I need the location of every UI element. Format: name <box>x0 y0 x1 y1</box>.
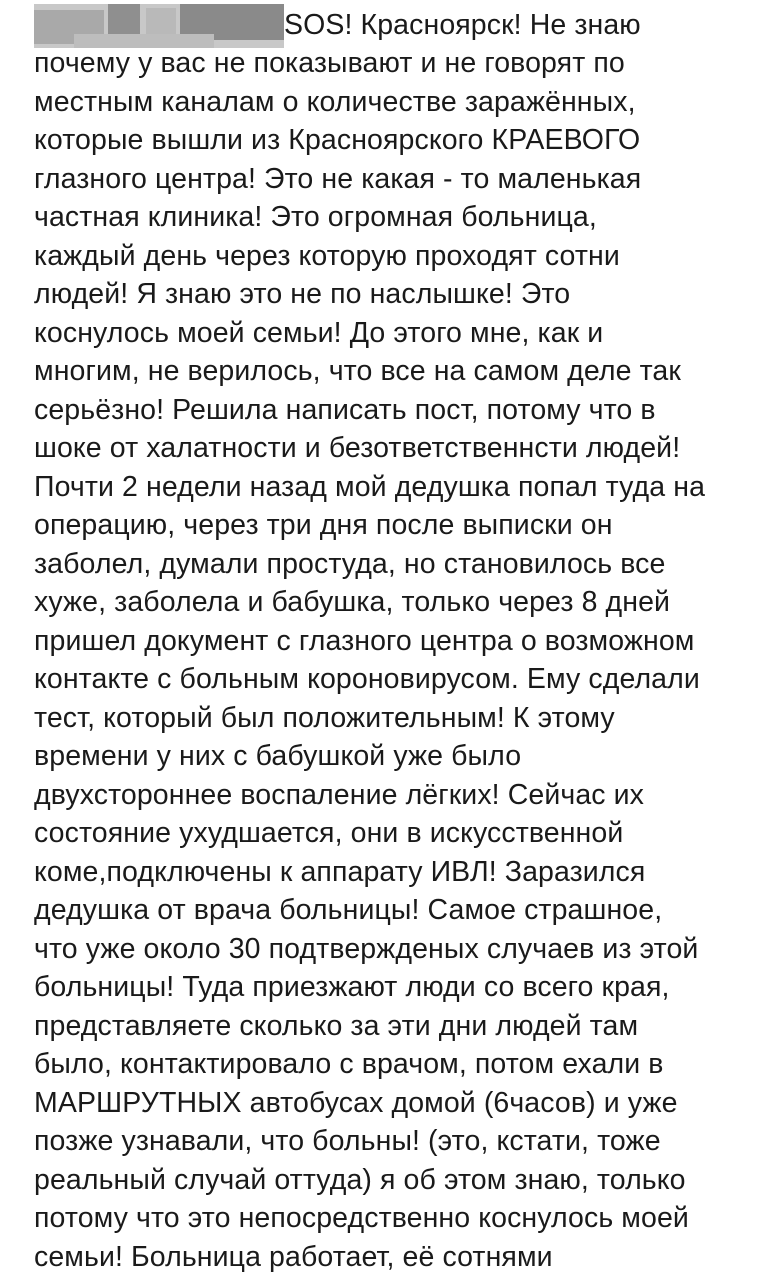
post-text-line: серьёзно! Решила написать пост, потому что в <box>34 394 656 426</box>
post-text-line: шоке от халатности и безответственнсти людей! <box>34 432 681 464</box>
post-text-line: двухстороннее воспаление лёгких! Сейчас их <box>34 779 645 811</box>
post-text-line: представляете сколько за эти дни людей там <box>34 1010 639 1042</box>
post-text-line: местным каналам о количестве заражённых, <box>34 86 636 118</box>
post-text-line: каждый день через которую проходят сотни <box>34 240 620 272</box>
post-text-line: тест, который был положительным! К этому <box>34 702 615 734</box>
post-text-line: почему у вас не показывают и не говорят по <box>34 47 625 79</box>
post-text-line: SOS! Красноярск! Не знаю <box>284 9 641 41</box>
post-text-line: коме,подключены к аппарату ИВЛ! Заразился <box>34 856 646 888</box>
post-text-line: контакте с больным короновирусом. Ему сделали <box>34 663 700 695</box>
post-text-line: операцию, через три дня после выписки он <box>34 509 613 541</box>
post-text-line: Почти 2 недели назад мой дедушка попал туда на <box>34 471 706 503</box>
post-text-line: что уже около 30 подтвержденых случаев из этой <box>34 933 699 965</box>
post-text-line: времени у них с бабушкой уже было <box>34 740 522 772</box>
post-text-line: дедушка от врача больницы! Самое страшное, <box>34 894 663 926</box>
post-text-line: потому что это непосредственно коснулось моей <box>34 1202 689 1234</box>
post-text-line: состояние ухудшается, они в искусственной <box>34 817 624 849</box>
post-text-line: глазного центра! Это не какая - то маленькая <box>34 163 642 195</box>
post-text-line: позже узнавали, что больны! (это, кстати, тоже <box>34 1125 661 1157</box>
post-text-line: семьи! Больница работает, её сотнями <box>34 1241 553 1273</box>
post-text-line: которые вышли из Красноярского КРАЕВОГО <box>34 124 641 156</box>
post-text-line: реальный случай оттуда) я об этом знаю, только <box>34 1164 686 1196</box>
redacted-author-name <box>34 4 284 48</box>
post-text-line: частная клиника! Это огромная больница, <box>34 201 597 233</box>
post-text-line: людей! Я знаю это не по наслышке! Это <box>34 278 571 310</box>
post-text-line: заболел, думали простуда, но становилось все <box>34 548 666 580</box>
post-text-line: хуже, заболела и бабушка, только через 8 дней <box>34 586 671 618</box>
post-text-line: многим, не верилось, что все на самом деле так <box>34 355 681 387</box>
post-text-line: коснулось моей семьи! До этого мне, как и <box>34 317 604 349</box>
post-text-line: МАРШРУТНЫХ автобусах домой (6часов) и уже <box>34 1087 678 1119</box>
post-text-line: больницы! Туда приезжают люди со всего края, <box>34 971 670 1003</box>
post-text-line: пришел документ с глазного центра о возможном <box>34 625 695 657</box>
post-text-line: было, контактировало с врачом, потом ехали в <box>34 1048 664 1080</box>
